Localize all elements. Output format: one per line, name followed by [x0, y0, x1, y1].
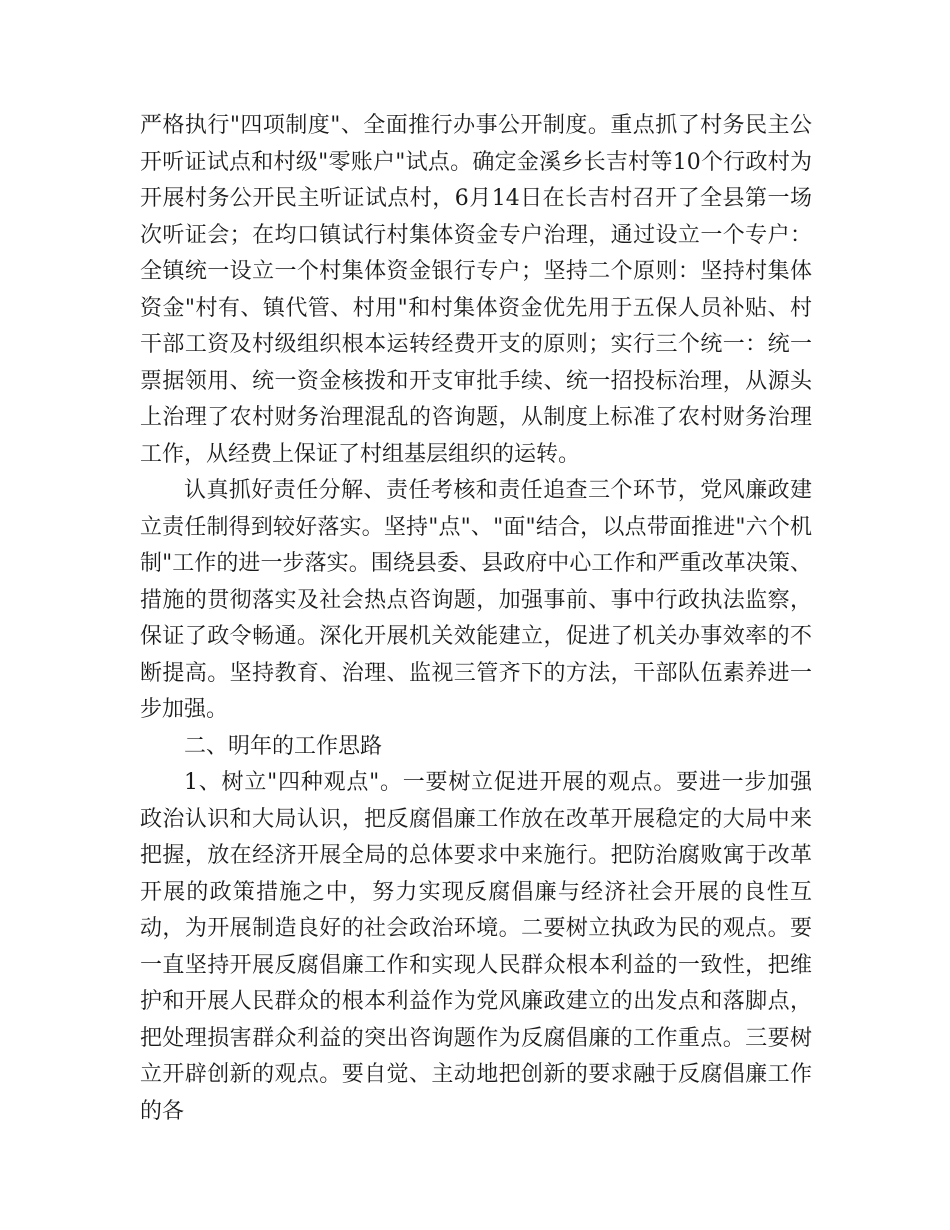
- section-heading-next-year: 二、明年的工作思路: [184, 733, 383, 759]
- paragraph-village-affairs: 严格执行"四项制度"、全面推行办事公开制度。重点抓了村务民主公开听证试点和村级"零账户"试点。确定金溪乡长吉村等10个行政村为开展村务公开民主听证试点村，6月14日在长吉村召开了全县第一场次听证会；在均口镇试行村集体资金专户治理，通过设立一个专户：全镇统一设立一个村集体资金银行专户；坚持二个原则：坚持村集体资金"村有、镇代管、村用"和村集体资金优先用于五保人员补贴、村干部工资及村级组织根本运转经费开支的原则；实行三个统一：统一票据领用、统一资金核拨和开支审批手续、统一招投标治理，从源头上治理了农村财务治理混乱的咨询题，从制度上标准了农村财务治理工作，从经费上保证了村组基层组织的运转。: [140, 113, 812, 467]
- paragraph-responsibility: 认真抓好责任分解、责任考核和责任追查三个环节，党风廉政建立责任制得到较好落实。坚持"点"、"面"结合，以点带面推进"六个机制"工作的进一步落实。围绕县委、县政府中心工作和严重改革决策、措施的贯彻落实及社会热点咨询题，加强事前、事中行政执法监察，保证了政令畅通。深化开展机关效能建立，促进了机关办事效率的不断提高。坚持教育、治理、监视三管齐下的方法，干部队伍素养进一步加强。: [140, 478, 812, 722]
- paragraph-four-viewpoints: 1、树立"四种观点"。一要树立促进开展的观点。要进一步加强政治认识和大局认识，把反腐倡廉工作放在改革开展稳定的大局中来把握，放在经济开展全局的总体要求中来施行。把防治腐败寓于改革开展的政策措施之中，努力实现反腐倡廉与经济社会开展的良性互动，为开展制造良好的社会政治环境。二要树立执政为民的观点。要一直坚持开展反腐倡廉工作和实现人民群众根本利益的一致性，把维护和开展人民群众的根本利益作为党风廉政建立的出发点和落脚点，把处理损害群众利益的突出咨询题作为反腐倡廉的工作重点。三要树立开辟创新的观点。要自觉、主动地把创新的要求融于反腐倡廉工作的各: [140, 770, 812, 1124]
- document-body: [140, 108, 812, 1130]
